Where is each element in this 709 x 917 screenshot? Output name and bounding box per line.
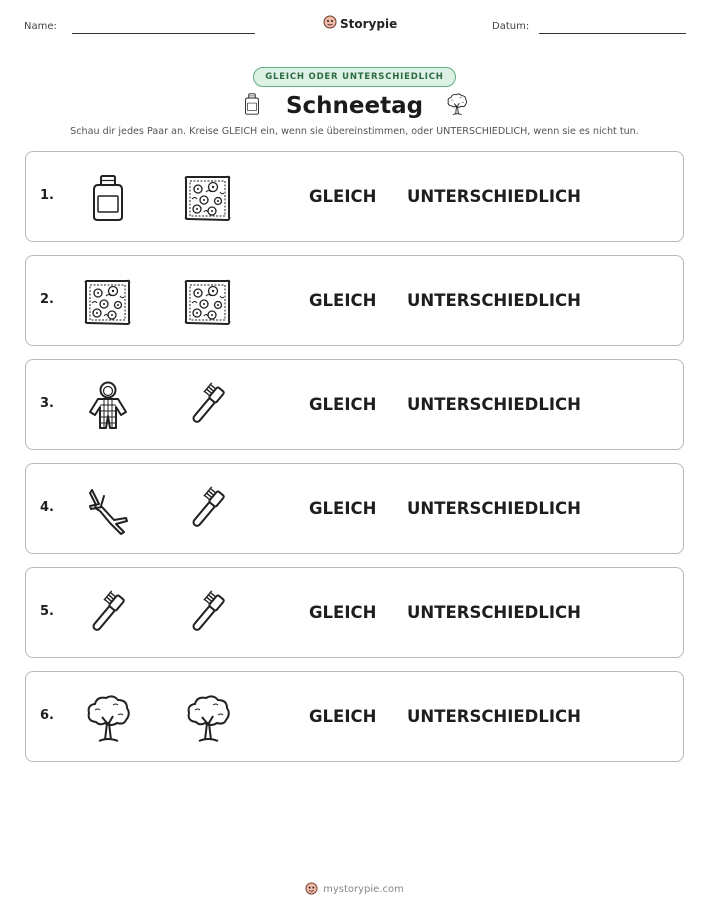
option-same[interactable]: GLEICH — [309, 395, 377, 414]
title-row — [0, 91, 709, 121]
snowsuit-icon — [82, 380, 134, 432]
toothbrush-icon — [182, 588, 234, 640]
name-label: Name: — [24, 21, 57, 32]
quilt-icon — [182, 172, 234, 224]
date-line — [539, 33, 686, 34]
pair-row — [25, 567, 684, 658]
option-same[interactable]: GLEICH — [309, 603, 377, 622]
toothbrush-icon — [182, 484, 234, 536]
option-different[interactable]: UNTERSCHIEDLICH — [407, 707, 581, 726]
footer — [0, 880, 709, 899]
storypie-logo-icon — [305, 880, 318, 899]
quilt-icon — [82, 276, 134, 328]
storypie-logo-icon — [323, 14, 337, 33]
pair-row — [25, 151, 684, 242]
pair-number: 1. — [40, 188, 54, 203]
brand-logo — [323, 14, 397, 33]
jar-icon — [82, 172, 134, 224]
option-different[interactable]: UNTERSCHIEDLICH — [407, 395, 581, 414]
option-different[interactable]: UNTERSCHIEDLICH — [407, 603, 581, 622]
date-label: Datum: — [492, 21, 530, 32]
worksheet-badge: GLEICH ODER UNTERSCHIEDLICH — [253, 67, 456, 87]
tree-icon — [82, 692, 134, 744]
tree-icon — [445, 91, 469, 121]
toothbrush-icon — [82, 588, 134, 640]
pair-number: 3. — [40, 396, 54, 411]
option-same[interactable]: GLEICH — [309, 291, 377, 310]
option-different[interactable]: UNTERSCHIEDLICH — [407, 291, 581, 310]
instructions: Schau dir jedes Paar an. Kreise GLEICH ein, wenn sie übereinstimmen, oder UNTERSCHIEDLICH, wenn sie es nicht tun. — [70, 126, 639, 137]
branch-icon — [82, 484, 134, 536]
pair-number: 2. — [40, 292, 54, 307]
pair-number: 4. — [40, 500, 54, 515]
option-different[interactable]: UNTERSCHIEDLICH — [407, 499, 581, 518]
pair-row — [25, 463, 684, 554]
brand-name: Storypie — [340, 16, 398, 31]
page-title: Schneetag — [285, 93, 424, 119]
pair-row — [25, 359, 684, 450]
jar-icon — [240, 91, 264, 121]
pair-row — [25, 255, 684, 346]
pair-number: 5. — [40, 604, 54, 619]
toothbrush-icon — [182, 380, 234, 432]
tree-icon — [182, 692, 234, 744]
option-same[interactable]: GLEICH — [309, 707, 377, 726]
option-different[interactable]: UNTERSCHIEDLICH — [407, 187, 581, 206]
option-same[interactable]: GLEICH — [309, 499, 377, 518]
option-same[interactable]: GLEICH — [309, 187, 377, 206]
pair-row — [25, 671, 684, 762]
quilt-icon — [182, 276, 234, 328]
pair-number: 6. — [40, 708, 54, 723]
name-line — [72, 33, 255, 34]
footer-site: mystorypie.com — [323, 884, 404, 895]
